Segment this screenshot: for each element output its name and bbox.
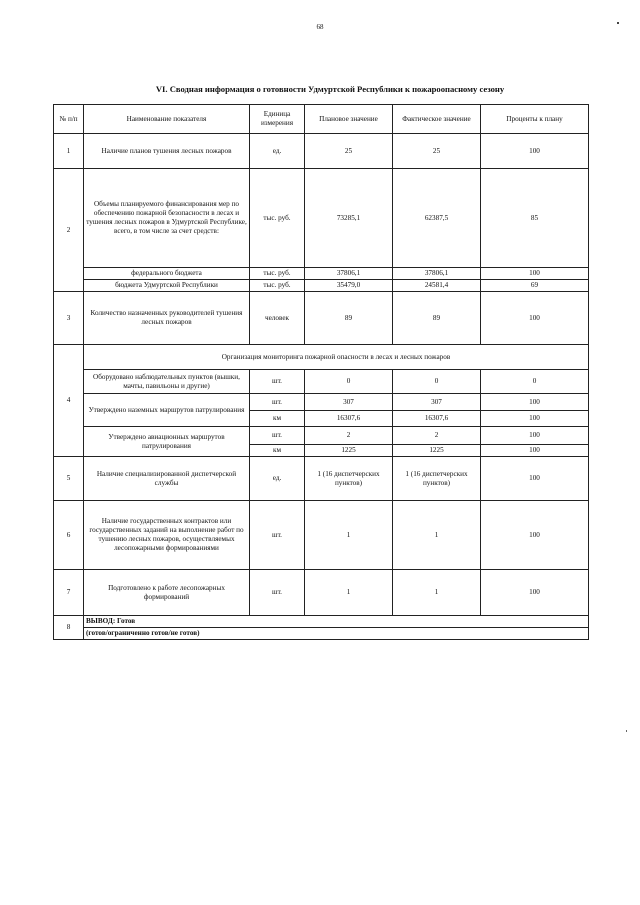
cell-name: Наличие государственных контрактов или государственных заданий на выполнение работ по тушению лесных пожаров, осуществляемых лесопожарными формированиями bbox=[84, 501, 250, 570]
cell-name: бюджета Удмуртской Республики bbox=[84, 280, 250, 292]
cell-plan: 37806,1 bbox=[305, 268, 393, 280]
cell-unit: человек bbox=[250, 292, 305, 345]
cell-fact: 1 (16 диспетчерских пунктов) bbox=[393, 457, 481, 501]
cell-fact: 1 bbox=[393, 501, 481, 570]
readiness-table bbox=[53, 104, 589, 640]
cell-pct: 100 bbox=[481, 292, 589, 345]
cell-name: Утверждено авиационных маршрутов патрулирования bbox=[84, 427, 250, 457]
cell-unit: шт. bbox=[250, 394, 305, 411]
conclusion-text: ВЫВОД: Готов bbox=[84, 616, 589, 628]
cell-num: 4 bbox=[54, 345, 84, 457]
cell-name: Оборудовано наблюдательных пунктов (вышки, мачты, павильоны и другие) bbox=[84, 370, 250, 394]
cell-plan: 73285,1 bbox=[305, 169, 393, 268]
cell-unit: шт. bbox=[250, 570, 305, 616]
cell-name: Количество назначенных руководителей тушения лесных пожаров bbox=[84, 292, 250, 345]
table-row bbox=[54, 345, 589, 370]
cell-plan: 1 (16 диспетчерских пунктов) bbox=[305, 457, 393, 501]
cell-plan: 89 bbox=[305, 292, 393, 345]
scan-speck bbox=[626, 730, 627, 732]
cell-name: Утверждено наземных маршрутов патрулирования bbox=[84, 394, 250, 427]
cell-unit: ед. bbox=[250, 457, 305, 501]
conclusion-options: (готов/ограниченно готов/не готов) bbox=[84, 628, 589, 640]
cell-plan: 0 bbox=[305, 370, 393, 394]
cell-pct: 0 bbox=[481, 370, 589, 394]
cell-num: 8 bbox=[54, 616, 84, 640]
cell-pct: 100 bbox=[481, 570, 589, 616]
cell-num: 7 bbox=[54, 570, 84, 616]
cell-unit: тыс. руб. bbox=[250, 169, 305, 268]
cell-num: 5 bbox=[54, 457, 84, 501]
cell-num: 1 bbox=[54, 134, 84, 169]
header-name: Наименование показателя bbox=[84, 105, 250, 134]
cell-fact: 1225 bbox=[393, 445, 481, 457]
cell-pct: 100 bbox=[481, 394, 589, 411]
cell-pct: 85 bbox=[481, 169, 589, 268]
cell-fact: 24581,4 bbox=[393, 280, 481, 292]
header-fact: Фактическое значение bbox=[393, 105, 481, 134]
cell-num: 2 bbox=[54, 169, 84, 292]
table-row bbox=[54, 292, 589, 345]
cell-fact: 0 bbox=[393, 370, 481, 394]
cell-fact: 2 bbox=[393, 427, 481, 445]
cell-plan: 307 bbox=[305, 394, 393, 411]
table-row bbox=[54, 616, 589, 628]
cell-fact: 89 bbox=[393, 292, 481, 345]
section-heading: Организация мониторинга пожарной опасности в лесах и лесных пожаров bbox=[84, 345, 589, 370]
cell-unit: тыс. руб. bbox=[250, 280, 305, 292]
table-row bbox=[54, 570, 589, 616]
page-number: 68 bbox=[316, 23, 324, 31]
table-row bbox=[54, 457, 589, 501]
table-header-row bbox=[54, 105, 589, 134]
cell-name: Подготовлено к работе лесопожарных формирований bbox=[84, 570, 250, 616]
cell-unit: шт. bbox=[250, 501, 305, 570]
header-plan: Плановое значение bbox=[305, 105, 393, 134]
cell-unit: км bbox=[250, 445, 305, 457]
cell-num: 6 bbox=[54, 501, 84, 570]
cell-plan: 2 bbox=[305, 427, 393, 445]
cell-pct: 69 bbox=[481, 280, 589, 292]
table-row bbox=[54, 370, 589, 394]
cell-unit: ед. bbox=[250, 134, 305, 169]
cell-unit: тыс. руб. bbox=[250, 268, 305, 280]
cell-pct: 100 bbox=[481, 457, 589, 501]
cell-fact: 37806,1 bbox=[393, 268, 481, 280]
table-row bbox=[54, 501, 589, 570]
cell-pct: 100 bbox=[481, 411, 589, 427]
cell-plan: 16307,6 bbox=[305, 411, 393, 427]
cell-pct: 100 bbox=[481, 501, 589, 570]
table-row bbox=[54, 427, 589, 445]
cell-unit: км bbox=[250, 411, 305, 427]
header-num: № п/п bbox=[54, 105, 84, 134]
cell-num: 3 bbox=[54, 292, 84, 345]
header-unit: Единица измерения bbox=[250, 105, 305, 134]
cell-pct: 100 bbox=[481, 268, 589, 280]
cell-fact: 62387,5 bbox=[393, 169, 481, 268]
cell-plan: 1 bbox=[305, 570, 393, 616]
cell-pct: 100 bbox=[481, 427, 589, 445]
cell-plan: 25 bbox=[305, 134, 393, 169]
cell-pct: 100 bbox=[481, 134, 589, 169]
cell-pct: 100 bbox=[481, 445, 589, 457]
cell-name: Объемы планируемого финансирования мер по обеспечению пожарной безопасности в лесах и тушения лесных пожаров в Удмуртской Республике, всего, в том числе за счет средств: bbox=[84, 169, 250, 268]
table-row bbox=[54, 268, 589, 280]
cell-fact: 307 bbox=[393, 394, 481, 411]
cell-name: Наличие планов тушения лесных пожаров bbox=[84, 134, 250, 169]
cell-unit: шт. bbox=[250, 370, 305, 394]
cell-fact: 1 bbox=[393, 570, 481, 616]
table-row bbox=[54, 169, 589, 268]
header-pct: Проценты к плану bbox=[481, 105, 589, 134]
document-title: VI. Сводная информация о готовности Удмуртской Республики к пожароопасному сезону bbox=[155, 84, 505, 94]
scan-speck bbox=[617, 22, 619, 24]
cell-plan: 35479,0 bbox=[305, 280, 393, 292]
cell-fact: 25 bbox=[393, 134, 481, 169]
table-row bbox=[54, 394, 589, 411]
cell-fact: 16307,6 bbox=[393, 411, 481, 427]
table-row bbox=[54, 280, 589, 292]
table-row bbox=[54, 628, 589, 640]
cell-name: федерального бюджета bbox=[84, 268, 250, 280]
cell-plan: 1 bbox=[305, 501, 393, 570]
cell-name: Наличие специализированной диспетчерской службы bbox=[84, 457, 250, 501]
table-row bbox=[54, 134, 589, 169]
cell-unit: шт. bbox=[250, 427, 305, 445]
cell-plan: 1225 bbox=[305, 445, 393, 457]
